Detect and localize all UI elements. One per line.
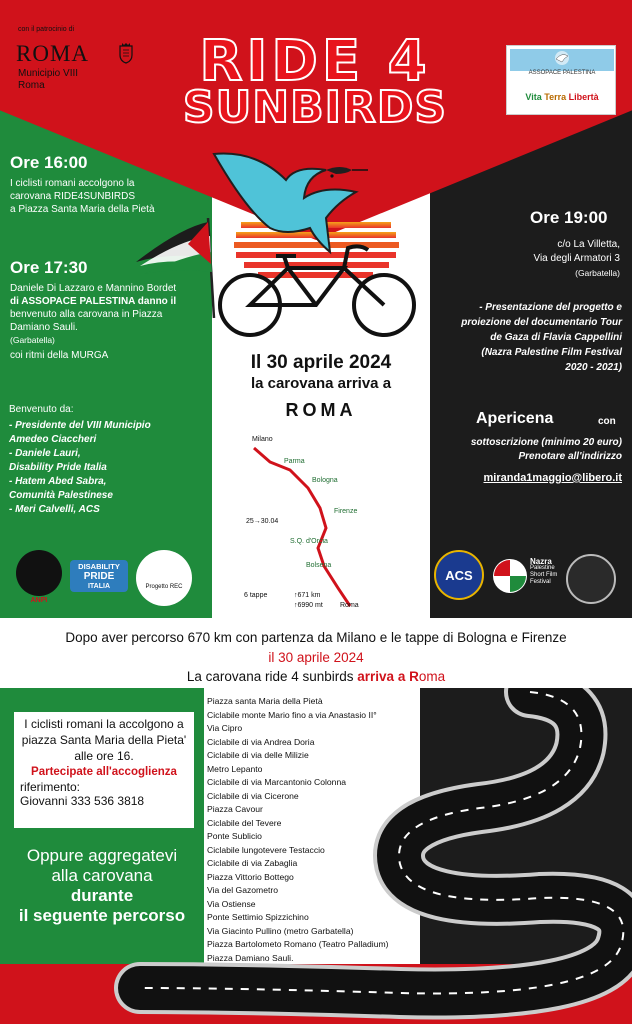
event-date-sub: la carovana arriva a — [250, 375, 392, 392]
map-city-bologna: Bologna — [312, 477, 338, 484]
route-stop: Ciclabile di via delle Milizie — [207, 750, 309, 760]
oppure-text: Oppure aggregatevi alla carovana durante il seguente percorso — [18, 846, 186, 925]
banner-line-2: il 30 aprile 2024 — [268, 650, 364, 665]
route-stop: Ciclabile monte Mario fino a via Anastasio II° — [207, 709, 377, 720]
route-stop: Ponte Settimio Spizzichino — [207, 912, 309, 922]
map-city-firenze: Firenze — [334, 508, 358, 515]
event-time-1730: Ore 17:30 — [10, 258, 88, 277]
apericena-con: con — [598, 416, 616, 427]
event-text-1600: I ciclisti romani accolgono la carovana RIDE4SUNBIRDS a Piazza Santa Maria della Pietà — [10, 178, 155, 215]
route-stop: Piazza santa Maria della Pietà — [207, 696, 323, 706]
banner — [0, 618, 632, 688]
apericena-text: sottoscrizione (minimo 20 euro) Prenotare all'indirizzo — [470, 437, 622, 462]
bottom-section — [0, 688, 632, 1024]
event-time-1900: Ore 19:00 — [530, 208, 608, 227]
contact-phone[interactable]: Giovanni 333 536 3818 — [20, 794, 145, 808]
nazra-logo — [492, 558, 528, 594]
event-description: - Presentazione del progetto e proiezione del documentario Tour de Gaza di Flavia Cappellini (Nazra Palestine Film Festival 2020 - 2021) — [461, 302, 622, 373]
map-city-roma: Roma — [340, 602, 359, 609]
bird-bike-illustration — [206, 140, 432, 350]
info-box-text: I ciclisti romani la accolgono a piazza Santa Maria della Pieta' alle ore 16. — [21, 717, 187, 763]
acs-logo: ACS — [434, 550, 484, 600]
route-stop: Via Giacinto Pullino (metro Garbatella) — [207, 925, 354, 936]
map-dates: 25→30.04 — [246, 518, 279, 525]
riferimento-label: riferimento: — [20, 780, 81, 794]
event-date: Il 30 aprile 2024 — [250, 352, 392, 373]
route-stop: Ciclabile di via Cicerone — [207, 790, 299, 801]
event-time-1600: Ore 16:00 — [10, 153, 88, 172]
route-list — [207, 695, 417, 965]
assopace-logo: ASSOPACE PALESTINA Vita Terra Libertà — [506, 45, 616, 115]
banner-line-3: La carovana ride 4 sunbirds arriva a Roma — [186, 669, 446, 684]
route-stop: Ciclabile di via Zabaglia — [207, 858, 298, 868]
title-sunbirds: SUNBIRDS — [182, 82, 448, 133]
route-stop: Metro Lepanto — [207, 763, 263, 774]
anpi-logo: ANPI — [16, 550, 62, 596]
roma-crest-icon — [119, 42, 133, 64]
disability-pride-logo: DISABILITY PRIDE ITALIA — [70, 560, 128, 592]
progetto-rec-logo: Progetto REC — [136, 550, 192, 606]
map-city-parma: Parma — [284, 458, 305, 465]
map-tappe: 6 tappe — [244, 592, 268, 599]
roma-logo: ROMA — [16, 41, 90, 66]
route-stop: Piazza Cavour — [207, 804, 263, 814]
route-stop: Via del Gazometro — [207, 885, 279, 895]
route-stop: Via Ostiense — [207, 898, 256, 909]
map-city-milano: Milano — [252, 436, 273, 443]
route-stop: Ciclabile lungotevere Testaccio — [207, 844, 325, 855]
map-city-bolsena: Bolsena — [306, 562, 332, 569]
route-stop: Via Cipro — [207, 723, 243, 733]
apericena-heading: Apericena — [476, 410, 554, 427]
nazra-text: Nazra Palestine Short Film Festival — [530, 557, 558, 585]
dove-icon — [552, 48, 572, 68]
women-logo — [566, 554, 616, 604]
title-ride4: RIDE 4 — [199, 29, 431, 94]
route-stop: Ciclabile del Tevere — [207, 817, 282, 828]
patrocinio-label: con il patrocinio di — [18, 26, 75, 33]
route-stop: Ponte Sublicio — [207, 831, 262, 841]
route-stop: Piazza Damiano Sauli. — [207, 952, 294, 963]
route-stop: Piazza Bartolometo Romano (Teatro Palladium) — [207, 939, 389, 949]
email-link[interactable]: miranda1maggio@libero.it — [483, 472, 622, 484]
event-text-1730: Daniele Di Lazzaro e Mannino Bordet di ASSOPACE PALESTINA danno il benvenuto alla carovana in Piazza Damiano Sauli. (Garbatella) coi ritmi della MURGA — [10, 283, 177, 361]
info-box — [14, 712, 194, 828]
map-mt: ↑6990 mt — [294, 602, 323, 609]
map-city-sqorcia: S.Q. d'Orcia — [290, 538, 328, 545]
partecipate-label: Partecipate all'accoglienza — [31, 766, 177, 778]
map-km: ↑671 km — [294, 592, 321, 599]
municipio-label: Municipio VIII Roma — [18, 68, 79, 91]
route-map — [240, 438, 370, 613]
route-stop: Ciclabile di via Marcantonio Colonna — [207, 777, 347, 787]
event-address: c/o La Villetta, Via degli Armatori 3 (Garbatella) — [533, 239, 620, 278]
banner-line-1: Dopo aver percorso 670 km con partenza da Milano e le tappe di Bologna e Firenze — [65, 630, 567, 645]
benvenuto-list: Benvenuto da: - Presidente del VIII Municipio Amedeo Ciaccheri - Daniele Lauri, Disability Pride Italia - Hatem Abed Sabra, Comunità Palestinese - Meri Calvelli, ACS — [9, 404, 151, 515]
route-stop: Ciclabile di via Andrea Doria — [207, 736, 315, 747]
route-stop: Piazza Vittorio Bottego — [207, 871, 294, 882]
event-city: ROMA — [285, 400, 357, 420]
